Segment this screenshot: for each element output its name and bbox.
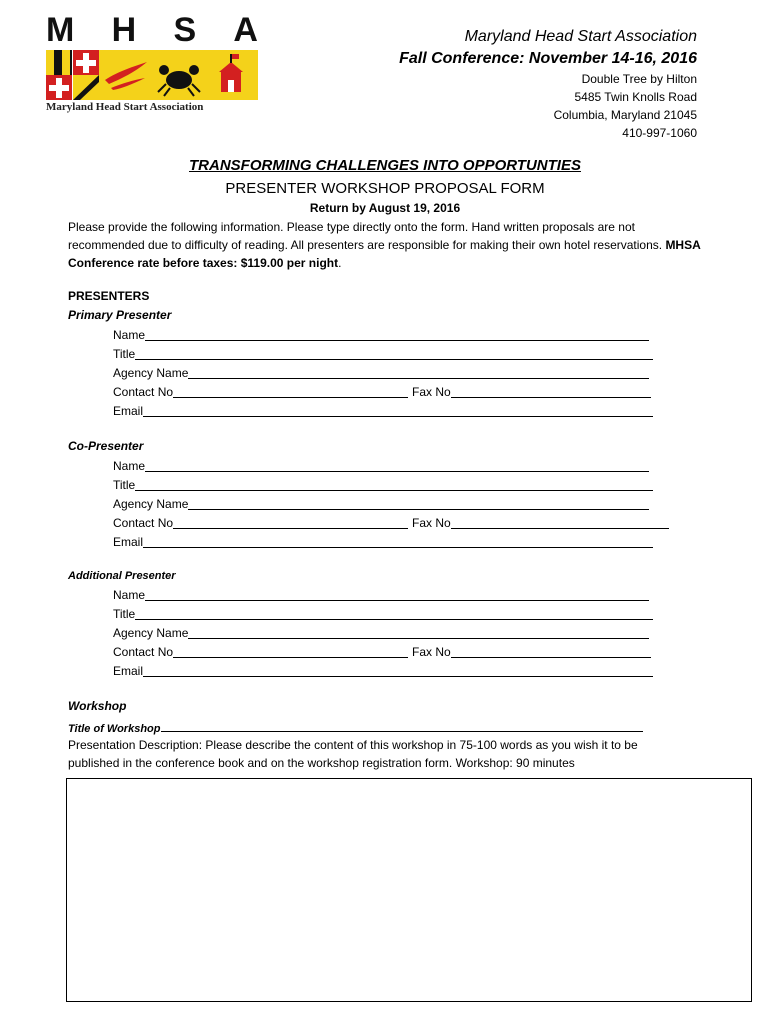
name-label: Name bbox=[113, 588, 146, 602]
conference-header bbox=[399, 26, 697, 142]
description-textbox[interactable] bbox=[66, 778, 752, 1002]
additional-agency-field[interactable] bbox=[113, 624, 649, 642]
fax-label: Fax No bbox=[412, 385, 451, 399]
agency-label: Agency Name bbox=[113, 497, 189, 511]
fax-label: Fax No bbox=[412, 645, 451, 659]
co-presenter-heading: Co-Presenter bbox=[68, 439, 144, 453]
venue-name: Double Tree by Hilton bbox=[581, 72, 697, 86]
co-fax-input[interactable] bbox=[451, 515, 669, 529]
return-deadline: Return by August 19, 2016 bbox=[309, 201, 461, 215]
logo-letter-a: A bbox=[233, 11, 260, 49]
co-contact-field[interactable] bbox=[113, 514, 669, 532]
mhsa-logo bbox=[34, 11, 266, 113]
additional-title-input[interactable] bbox=[135, 606, 653, 620]
additional-name-field[interactable] bbox=[113, 586, 649, 604]
logo-letter-h: H bbox=[111, 11, 139, 49]
logo-letters bbox=[46, 11, 260, 49]
additional-agency-input[interactable] bbox=[188, 625, 649, 639]
additional-name-input[interactable] bbox=[145, 587, 649, 601]
logo-letter-m: M bbox=[46, 11, 77, 49]
primary-agency-field[interactable] bbox=[113, 364, 649, 382]
workshop-title-input[interactable] bbox=[161, 718, 643, 732]
title-label: Title bbox=[113, 478, 136, 492]
primary-email-field[interactable] bbox=[113, 402, 653, 420]
additional-contact-input[interactable] bbox=[173, 644, 408, 658]
co-contact-input[interactable] bbox=[173, 515, 408, 529]
primary-presenter-heading: Primary Presenter bbox=[68, 308, 172, 322]
heron-bird-icon bbox=[99, 50, 152, 100]
primary-contact-field[interactable] bbox=[113, 383, 651, 401]
organization-name: Maryland Head Start Association bbox=[464, 28, 697, 45]
crab-icon bbox=[152, 50, 205, 100]
additional-fax-input[interactable] bbox=[451, 644, 651, 658]
additional-contact-field[interactable] bbox=[113, 643, 651, 661]
additional-title-field[interactable] bbox=[113, 605, 653, 623]
agency-label: Agency Name bbox=[113, 626, 189, 640]
co-name-field[interactable] bbox=[113, 457, 649, 475]
logo-letter-s: S bbox=[173, 11, 199, 49]
co-email-field[interactable] bbox=[113, 533, 653, 551]
presenters-heading: PRESENTERS bbox=[68, 289, 150, 303]
hotel-rate: MHSA Conference rate before taxes: $119.00 per night bbox=[68, 238, 701, 270]
conference-theme: TRANSFORMING CHALLENGES INTO OPPORTUNTIES bbox=[189, 157, 581, 174]
co-name-input[interactable] bbox=[145, 458, 649, 472]
venue-phone: 410-997-1060 bbox=[622, 126, 697, 140]
additional-email-input[interactable] bbox=[143, 663, 653, 677]
title-label: Title bbox=[113, 607, 136, 621]
additional-email-field[interactable] bbox=[113, 662, 653, 680]
co-agency-field[interactable] bbox=[113, 495, 649, 513]
email-label: Email bbox=[113, 535, 144, 549]
workshop-heading: Workshop bbox=[68, 699, 127, 713]
form-title: PRESENTER WORKSHOP PROPOSAL FORM bbox=[225, 180, 545, 197]
primary-title-input[interactable] bbox=[135, 346, 653, 360]
co-agency-input[interactable] bbox=[188, 496, 649, 510]
email-label: Email bbox=[113, 664, 144, 678]
primary-title-field[interactable] bbox=[113, 345, 653, 363]
maryland-flag-icon bbox=[46, 50, 99, 100]
workshop-title-field[interactable] bbox=[68, 717, 643, 735]
email-label: Email bbox=[113, 404, 144, 418]
agency-label: Agency Name bbox=[113, 366, 189, 380]
title-label: Title bbox=[113, 347, 136, 361]
fax-label: Fax No bbox=[412, 516, 451, 530]
venue-city: Columbia, Maryland 21045 bbox=[553, 108, 697, 122]
instructions-paragraph bbox=[68, 218, 708, 272]
workshop-title-label: Title of Workshop bbox=[68, 723, 161, 735]
instructions-text: Please provide the following information. Please type directly onto the form. Hand written proposals are not recommended due to difficulty of reading. All presenters are responsible for making their own hotel reservations. bbox=[68, 220, 666, 252]
name-label: Name bbox=[113, 328, 146, 342]
instructions-end: . bbox=[338, 256, 342, 270]
contact-label: Contact No bbox=[113, 516, 174, 530]
conference-dates: Fall Conference: November 14-16, 2016 bbox=[399, 50, 697, 67]
primary-name-input[interactable] bbox=[145, 327, 649, 341]
school-building-icon bbox=[205, 50, 258, 100]
primary-agency-input[interactable] bbox=[188, 365, 649, 379]
venue-street: 5485 Twin Knolls Road bbox=[574, 90, 697, 104]
name-label: Name bbox=[113, 459, 146, 473]
description-instructions: Presentation Description: Please describe the content of this workshop in 75-100 words as you wish it to be published in the conference book and on the workshop registration form. Workshop: 90 minutes bbox=[68, 738, 638, 770]
additional-presenter-heading: Additional Presenter bbox=[68, 570, 176, 582]
contact-label: Contact No bbox=[113, 385, 174, 399]
logo-tiles bbox=[46, 50, 258, 100]
primary-contact-input[interactable] bbox=[173, 384, 408, 398]
primary-email-input[interactable] bbox=[143, 403, 653, 417]
co-title-field[interactable] bbox=[113, 476, 653, 494]
contact-label: Contact No bbox=[113, 645, 174, 659]
co-email-input[interactable] bbox=[143, 534, 653, 548]
co-title-input[interactable] bbox=[135, 477, 653, 491]
primary-name-field[interactable] bbox=[113, 326, 649, 344]
logo-caption: Maryland Head Start Association bbox=[46, 101, 204, 113]
primary-fax-input[interactable] bbox=[451, 384, 651, 398]
